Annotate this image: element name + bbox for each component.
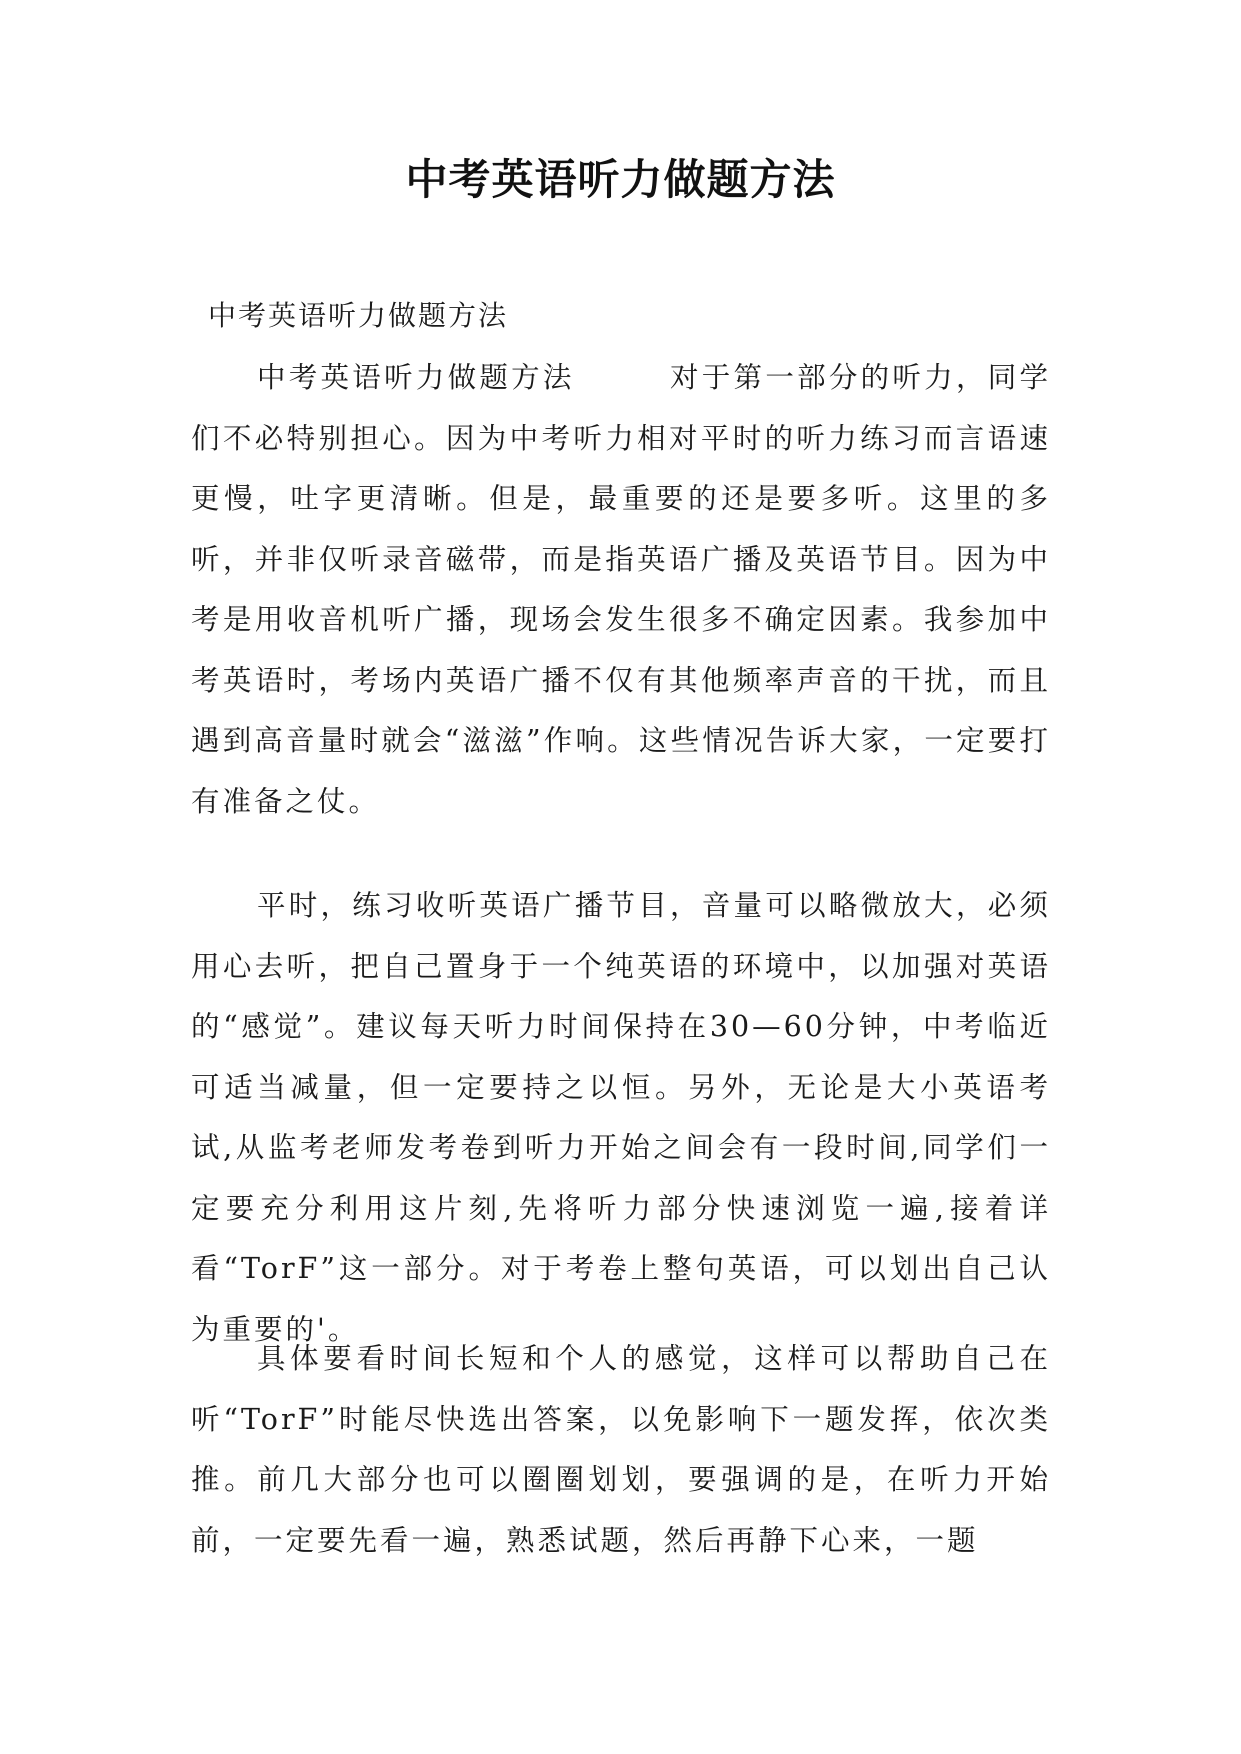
- paragraph-1: 中考英语听力做题方法 对于第一部分的听力，同学们不必特别担心。因为中考听力相对平时的听力练习而言语速更慢，吐字更清晰。但是，最重要的还是要多听。这里的多听，并非仅听录音磁带，而是指英语广播及英语节目。因为中考是用收音机听广播，现场会发生很多不确定因素。我参加中考英语时，考场内英语广播不仅有其他频率声音的干扰，而且遇到高音量时就会“滋滋”作响。这些情况告诉大家，一定要打有准备之仗。: [191, 361, 1051, 818]
- document-subheading: 中考英语听力做题方法: [208, 299, 509, 332]
- paragraph-3: 具体要看时间长短和个人的感觉，这样可以帮助自己在听“TorF”时能尽快选出答案，以免影响下一题发挥，依次类推。前几大部分也可以圈圈划划，要强调的是，在听力开始前，一定要先看一遍，熟悉试题，然后再静下心来，一题: [191, 1342, 1051, 1557]
- document-title: 中考英语听力做题方法: [405, 155, 836, 204]
- paragraph-2: 平时，练习收听英语广播节目，音量可以略微放大，必须用心去听，把自己置身于一个纯英语的环境中，以加强对英语的“感觉”。建议每天听力时间保持在30—60分钟，中考临近可适当减量，但一定要持之以恒。另外，无论是大小英语考试,从监考老师发考卷到听力开始之间会有一段时间,同学们一定要充分利用这片刻,先将听力部分快速浏览一遍,接着详看“TorF”这一部分。对于考卷上整句英语，可以划出自己认为重要的'。: [191, 889, 1051, 1346]
